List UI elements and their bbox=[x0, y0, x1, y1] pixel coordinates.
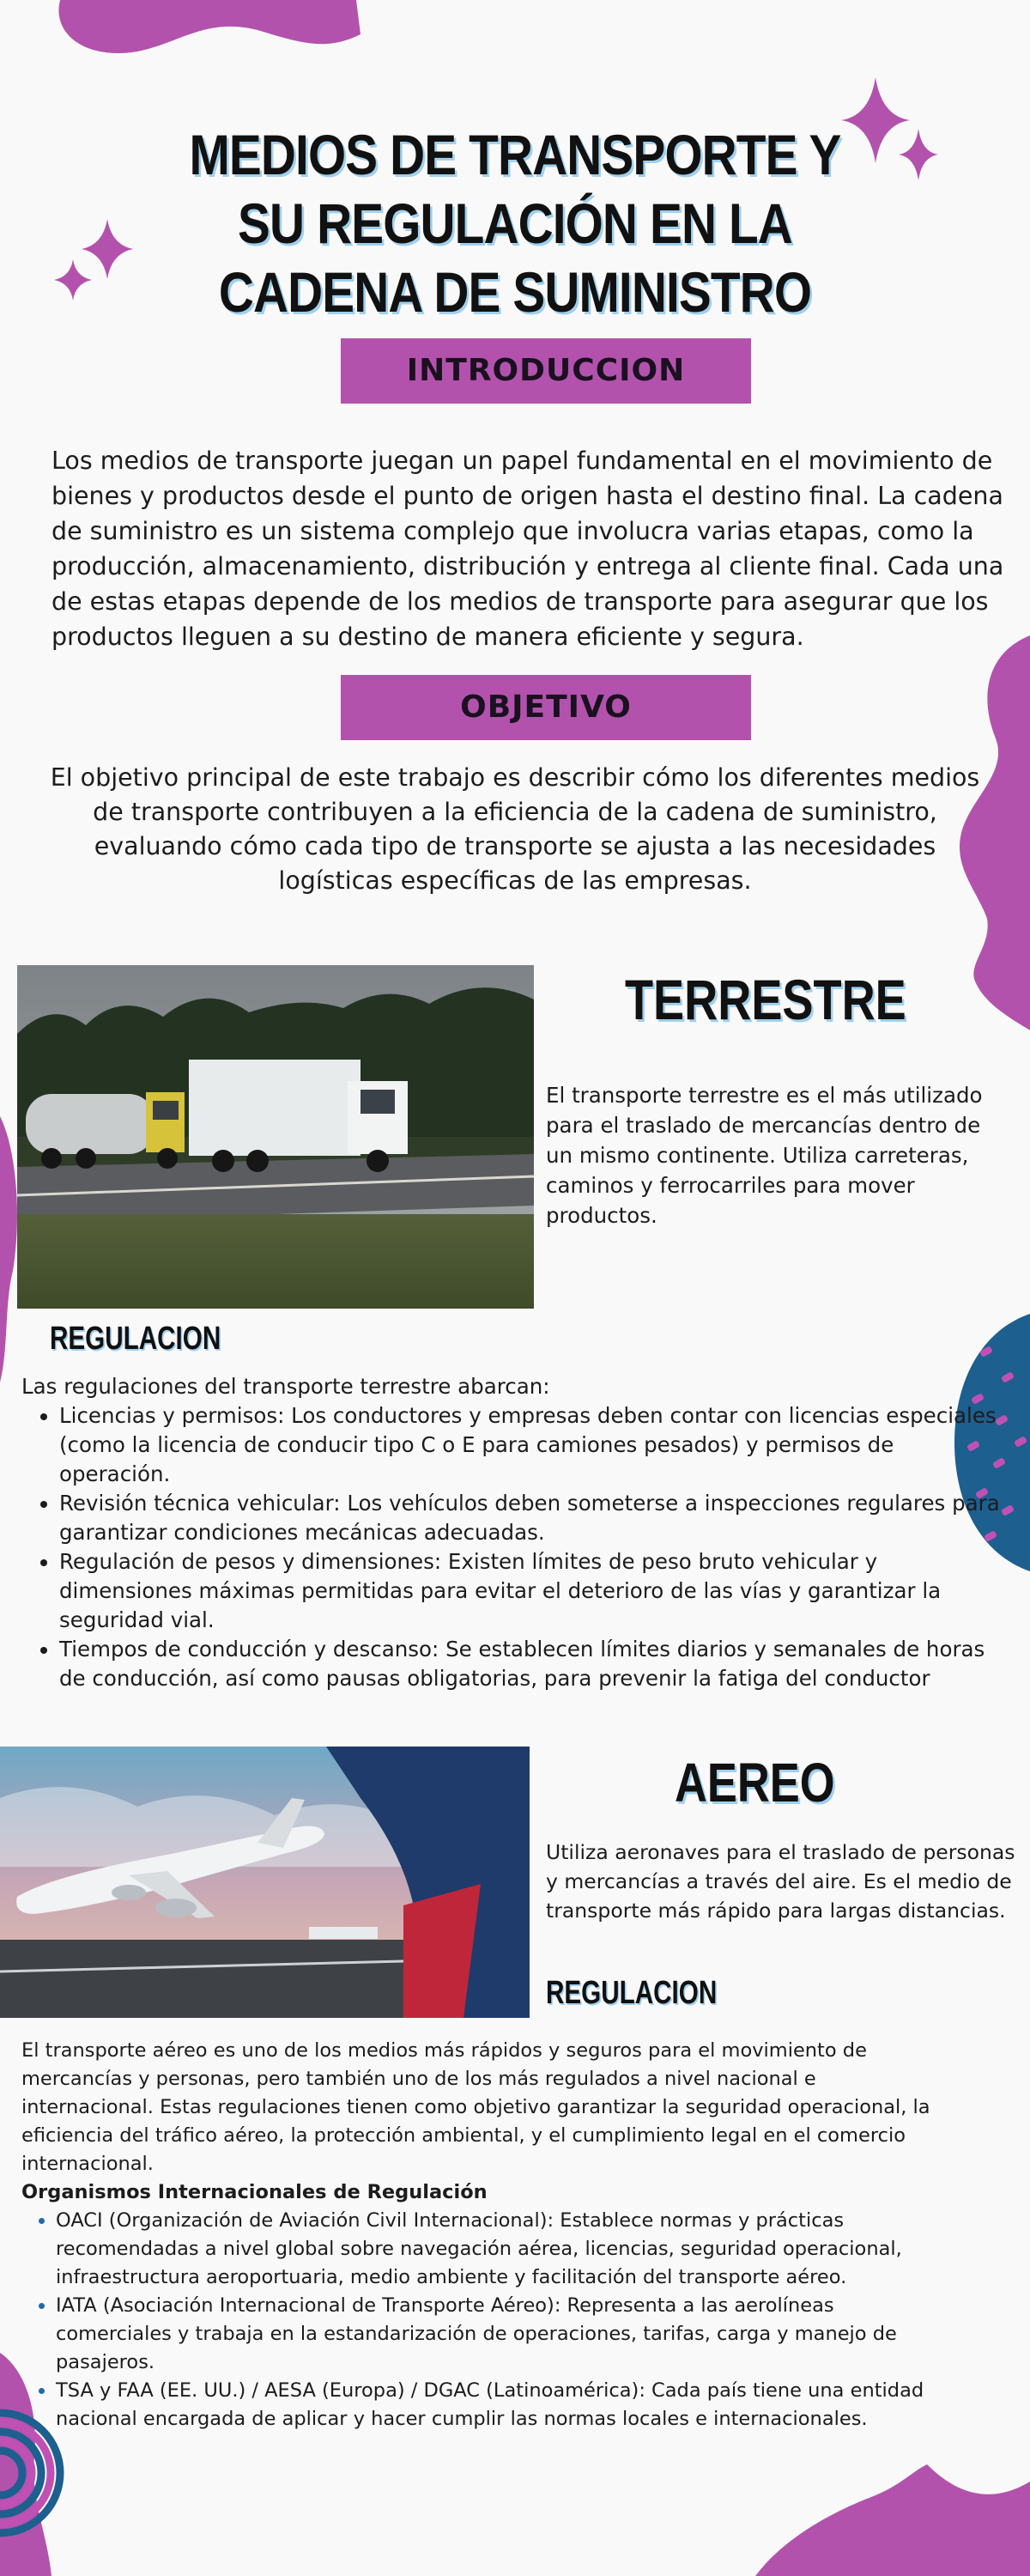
list-item: • Licencias y permisos: Los conductores y empresas deben contar con licencias especiales (como la licencia de conducir tipo C o E para camiones pesados) y permisos de operación. bbox=[59, 1401, 1000, 1489]
list-item: • TSA y FAA (EE. UU.) / AESA (Europa) / DGAC (Latinoamérica): Cada país tiene una entidad nacional encargada de aplicar y hacer cumplir las normas locales e internacionales. bbox=[56, 2377, 948, 2433]
intro-heading: INTRODUCCION bbox=[341, 338, 751, 404]
aereo-regulation-intro: El transporte aéreo es uno de los medios más rápidos y seguros para el movimiento de mercancías y personas, pero también uno de los más regulados a nivel nacional e internacional. Estas regulaciones tienen como objetivo garantizar la seguridad operacional, la eficiencia del tráfico aéreo, la protección ambiental, y el cumplimiento legal en el comercio internacional. bbox=[21, 2039, 930, 2175]
sparkle-icon bbox=[837, 73, 940, 202]
intro-text: Los medios de transporte juegan un papel fundamental en el movimiento de bienes y productos desde el punto de origen hasta el destino final. La cadena de suministro es un sistema complejo que involucra varias etapas, como la producción, almacenamiento, distribución y entrega al cliente final. Cada una de estas etapas depende de los medios de transporte para asegurar que los productos lleguen a su destino de manera eficiente y segura. bbox=[52, 447, 1004, 651]
airplane-photo bbox=[0, 1747, 530, 2018]
terrestre-heading: TERRESTRE bbox=[625, 968, 906, 1031]
page-title: MEDIOS DE TRANSPORTE Y SU REGULACIÓN EN LA CADENA DE SUMINISTRO bbox=[189, 123, 841, 324]
truck-photo bbox=[17, 965, 534, 1309]
list-item: • OACI (Organización de Aviación Civil Internacional): Establece normas y prácticas recomendadas a nivel global sobre navegación aérea, licencias, seguridad operacional, infraestructura aeroportuaria, medio ambiente y facilitación del transporte aéreo. bbox=[56, 2207, 948, 2292]
list-item: • Tiempos de conducción y descanso: Se establecen límites diarios y semanales de horas de conducción, así como pausas obligatorias, para prevenir la fatiga del conductor bbox=[59, 1635, 1000, 1693]
aereo-regulation-list bbox=[21, 2207, 948, 2433]
aereo-regulation bbox=[21, 2037, 948, 2433]
organisms-heading: Organismos Internacionales de Regulación bbox=[21, 2181, 488, 2203]
aereo-heading: AEREO bbox=[675, 1752, 835, 1814]
aereo-text: Utiliza aeronaves para el traslado de personas y mercancías a través del aire. Es el medio de transporte más rápido para largas distancias. bbox=[546, 1840, 1015, 1923]
list-item: • IATA (Asociación Internacional de Transporte Aéreo): Representa a las aerolíneas comerciales y trabaja en la estandarización de operaciones, tarifas, carga y manejo de pasajeros. bbox=[56, 2292, 948, 2377]
objective-heading: OBJETIVO bbox=[341, 675, 751, 740]
aereo-regulation-heading: REGULACION bbox=[546, 1975, 718, 2011]
list-item: • Regulación de pesos y dimensiones: Existen límites de peso bruto vehicular y dimensiones máximas permitidas para evitar el deterioro de las vías y garantizar la seguridad vial. bbox=[59, 1547, 1000, 1635]
terrestre-regulation bbox=[21, 1372, 1000, 1693]
terrestre-regulation-heading: REGULACION bbox=[50, 1321, 221, 1357]
terrestre-regulation-list bbox=[21, 1401, 1000, 1693]
objective-text: El objetivo principal de este trabajo es describir cómo los diferentes medios de transporte contribuyen a la eficiencia de la cadena de suministro, evaluando cómo cada tipo de transporte se ajusta a las necesidades logísticas específicas de las empresas. bbox=[50, 763, 980, 895]
sparkle-icon bbox=[47, 215, 142, 318]
list-item: • Revisión técnica vehicular: Los vehículos deben someterse a inspecciones regulares para garantizar condiciones mecánicas adecuadas. bbox=[59, 1489, 1000, 1547]
terrestre-text: El transporte terrestre es el más utilizado para el traslado de mercancías dentro de un mismo continente. Utiliza carreteras, caminos y ferrocarriles para mover productos. bbox=[546, 1083, 983, 1228]
terrestre-regulation-intro: Las regulaciones del transporte terrestre abarcan: bbox=[21, 1374, 550, 1399]
